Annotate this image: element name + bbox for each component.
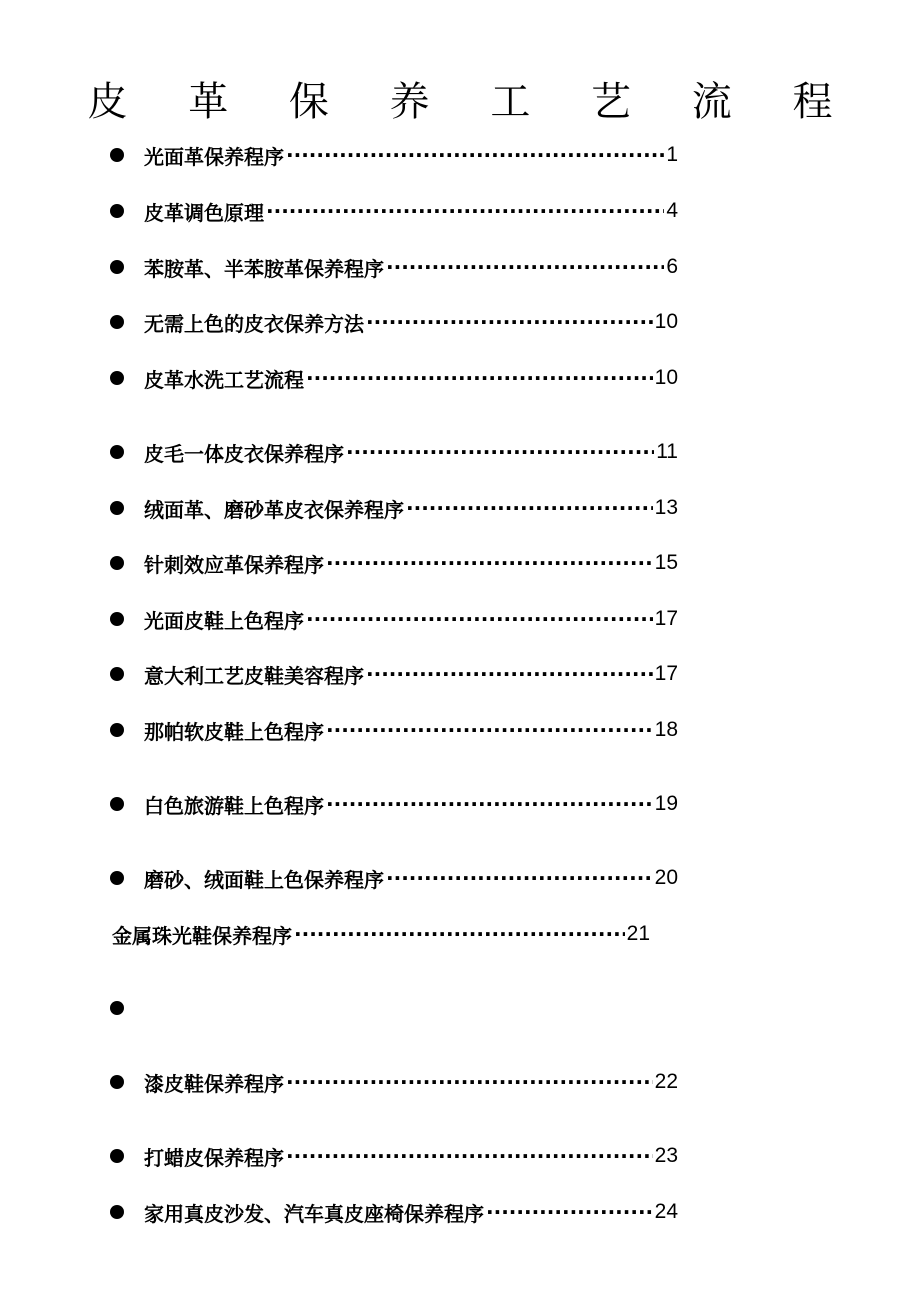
toc-entry[interactable] [112,919,650,949]
bullet-icon [110,371,124,385]
toc-entry-label: 皮革调色原理 [144,200,264,225]
toc-entry-page: 4 [666,199,678,222]
toc-entry[interactable] [108,1141,678,1171]
bullet-icon [110,1001,124,1015]
bullet-icon [110,612,124,626]
dot-leader [326,548,653,578]
toc-entry[interactable] [108,140,678,170]
toc-entry-label: 针刺效应革保养程序 [144,552,324,577]
dot-leader [326,789,653,819]
bullet-icon [110,723,124,737]
bullet-icon [110,667,124,681]
bullet-icon [110,556,124,570]
dot-leader [286,140,664,170]
toc-entry[interactable] [108,196,678,226]
toc-entry-label: 光面皮鞋上色程序 [144,608,304,633]
toc-entry-label: 金属珠光鞋保养程序 [112,923,292,948]
toc-entry-page: 17 [654,607,678,630]
toc-entry-page: 19 [654,792,678,815]
dot-leader [406,493,653,523]
dot-leader [294,919,625,949]
dot-leader [326,715,653,745]
toc-entry-page: 10 [654,366,678,389]
bullet-icon [110,315,124,329]
dot-leader [286,1067,653,1097]
dot-leader [386,863,653,893]
toc-entry[interactable] [108,604,678,634]
toc-entry[interactable] [108,1067,678,1097]
toc-entry[interactable] [108,789,678,819]
toc-entry[interactable] [108,493,678,523]
bullet-icon [110,1075,124,1089]
toc-entry[interactable] [108,1197,678,1227]
toc-entry-label: 白色旅游鞋上色程序 [144,793,324,818]
toc-entry-page: 6 [666,255,678,278]
bullet-icon [110,501,124,515]
dot-leader [346,437,654,467]
toc-entry-page: 22 [654,1070,678,1093]
toc-entry-page: 13 [654,496,678,519]
toc-entry[interactable] [108,363,678,393]
toc-entry[interactable] [108,863,678,893]
dot-leader [306,604,653,634]
bullet-icon [110,148,124,162]
bullet-icon [110,1149,124,1163]
toc-entry-label: 漆皮鞋保养程序 [144,1071,284,1096]
bullet-icon [110,204,124,218]
toc-entry-page: 21 [626,922,650,945]
toc-entry-label: 绒面革、磨砂革皮衣保养程序 [144,497,404,522]
document-title: 皮 革 保 养 工 艺 流 程 [87,79,857,125]
toc-entry-page: 15 [654,551,678,574]
dot-leader [266,196,664,226]
toc-entry-label: 意大利工艺皮鞋美容程序 [144,663,364,688]
toc-entry-label: 皮革水洗工艺流程 [144,367,304,392]
toc-entry[interactable] [108,715,678,745]
toc-entry-page: 23 [654,1144,678,1167]
toc-entry[interactable] [108,307,678,337]
bullet-icon [110,260,124,274]
toc-entry-page: 20 [654,866,678,889]
toc-entry-page: 1 [666,143,678,166]
dot-leader [366,659,653,689]
toc-entry-label: 磨砂、绒面鞋上色保养程序 [144,867,384,892]
dot-leader [386,252,664,282]
toc-entry-page: 10 [654,310,678,333]
toc-entry[interactable] [108,548,678,578]
toc-entry-page: 11 [656,440,678,463]
toc-entry-label: 光面革保养程序 [144,144,284,169]
toc-entry-label: 皮毛一体皮衣保养程序 [144,441,344,466]
toc-entry-label: 无需上色的皮衣保养方法 [144,311,364,336]
bullet-icon [110,871,124,885]
toc-entry-label: 家用真皮沙发、汽车真皮座椅保养程序 [144,1201,484,1226]
toc-entry-page: 18 [654,718,678,741]
dot-leader [366,307,653,337]
bullet-icon [110,445,124,459]
dot-leader [486,1197,653,1227]
toc-entry-label: 打蜡皮保养程序 [144,1145,284,1170]
toc-entry[interactable] [108,659,678,689]
bullet-icon [110,1205,124,1219]
toc-entry[interactable] [108,252,678,282]
toc-entry-page: 17 [654,662,678,685]
bullet-icon [110,797,124,811]
toc-entry[interactable] [108,437,678,467]
dot-leader [306,363,653,393]
toc-entry-label: 苯胺革、半苯胺革保养程序 [144,256,384,281]
dot-leader [286,1141,653,1171]
toc-entry-page: 24 [654,1200,678,1223]
toc-entry-label: 那帕软皮鞋上色程序 [144,719,324,744]
